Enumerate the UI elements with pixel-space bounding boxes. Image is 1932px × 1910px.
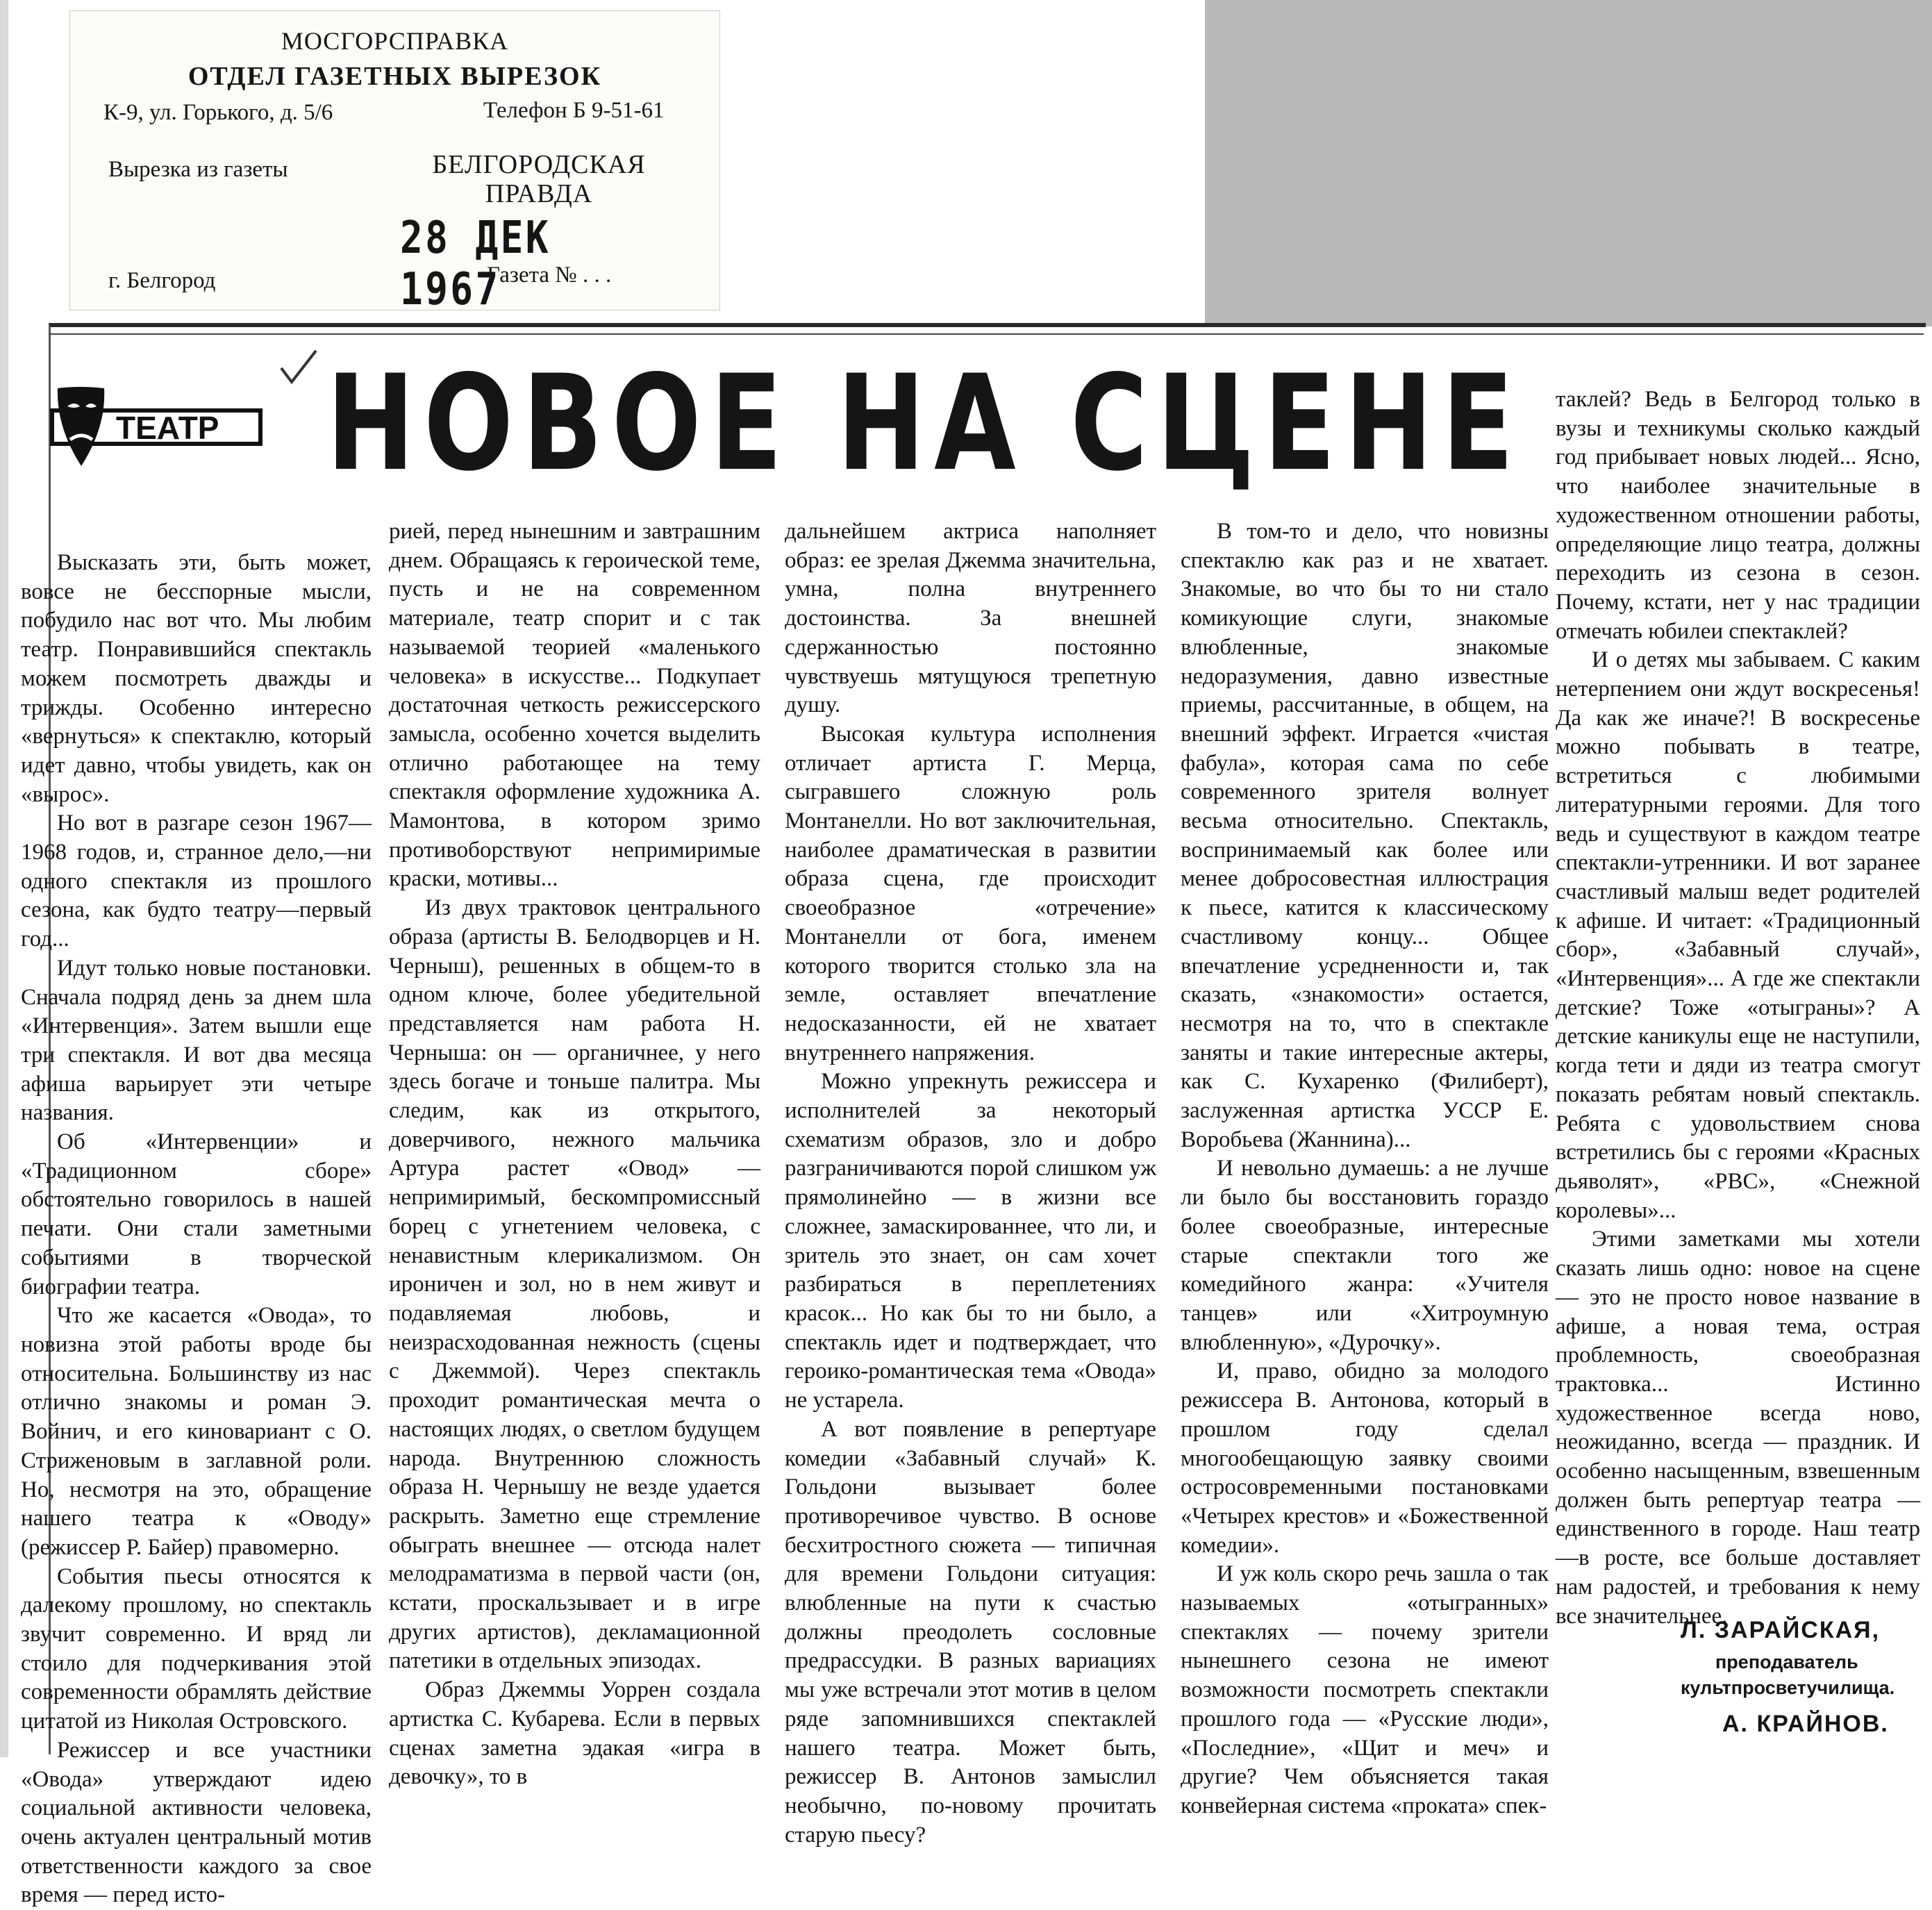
newspaper-name-line1: БЕЛГОРОДСКАЯ [432,150,646,179]
agency-address: К-9, ул. Горького, д. 5/6 [103,100,333,125]
theatre-mask-icon [52,385,267,469]
article-paragraph: Высказать эти, быть может, вовсе не бесспорные мысли, побудило нас вот что. Мы любим театр. Понравившийся спектакль можем посмотреть дважды и трижды. Особенно интересно «вернуться» к спектаклю, который идет давно, чтобы увидеть, как он «вырос». [21,550,372,807]
article-column-3 [785,517,1156,1847]
article-paragraph: И, право, обидно за молодого режиссера В. Антонова, который в прошлом году сделал многообещающую заявку своими остросовременными постановками «Четырех крестов» и «Божественной комедии». [1181,1359,1549,1558]
article-paragraph: Образ Джеммы Уоррен создала артистка С. Кубарева. Если в первых сценах заметна эдакая «игра в девочку», то в [389,1677,760,1790]
article-paragraph: Этими заметками мы хотели сказать лишь одно: новое на сцене — это не просто новое название в афише, а новая тема, острая проблемность, своеобразная трактовка... Истинно художественное всегда ново, неожиданно, всегда — праздник. И особенно насыщенным, взвешенным должен быть репертуар театра — единственного в городе. Наш театр—в росте, все больше доставляет нам радостей, и требования к нему все значительнее. [1556,1227,1920,1629]
author-1-name: Л. ЗАРАЙСКАЯ, [1681,1617,1881,1643]
article-paragraph: События пьесы относятся к далекому прошлому, но спектакль звучит современно. И вряд ли стоило для подчеркивания этой современности обрамлять действие цитатой из Николая Островского. [21,1563,372,1734]
article-paragraph: Об «Интервенции» и «Традиционном сборе» обстоятельно говорилось в нашей печати. Они стали заметными событиями в творческой биографии театра. [21,1129,372,1299]
article-paragraph: И о детях мы забываем. С каким нетерпением они ждут воскресенья! Да как же иначе?! В воскресенье можно побывать в театре, встретиться с любимыми литературными героями. Для того ведь и существуют в каждом театре спектакли-утренники. И вот заранее счастливый малыш ведет родителей к афише. И читает: «Традиционный сбор», «Забавный случай», «Интервенция»... А где же спектакли детские? Тоже «отыграны»? А детские каникулы еще не наступили, когда тети и дяди из театра смогут показать ребятам новый спектакль. Ребята с удовольствием снова встретились бы с героями «Красных дьяволят», «РВС», «Снежной королевы»... [1556,647,1920,1223]
scanner-background [1205,0,1932,326]
newspaper-name-line2: ПРАВДА [485,179,593,208]
article-paragraph: Но вот в разгаре сезон 1967—1968 годов, и, странное дело,—ни одного спектакля из прошлого сезона, как будто театру—первый год... [21,811,372,952]
author-1-title: преподаватель [1715,1652,1858,1672]
cut-from-label: Вырезка из газеты [108,157,288,182]
newspaper-name [417,150,660,208]
agency-name: МОСГОРСПРАВКА [281,27,509,55]
article-paragraph: Идут только новые постановки. Сначала подряд день за днем шла «Интервенция». Затем вышли еще три спектакля. И вот два месяца афиша варьирует эти четыре названия. [21,955,372,1126]
author-1-institution: культпросветучилища. [1681,1677,1895,1698]
article-paragraph: таклей? Ведь в Белгород только в вузы и техникумы сколько каждый год прибывает новых людей... Ясно, что наиболее значительные в художественном отношении работы, определяющие лицо театра, должны переходить из сезона в сезон. Почему, кстати, нет у нас традиции отмечать юбилеи спектаклей? [1556,387,1920,644]
article-paragraph: рией, перед нынешним и завтрашним днем. Обращаясь к героической теме, пусть и не на современном материале, театр спорит и с так называемой теорией «маленького человека» в искусстве... Подкупает достаточная четкость режиссерского замысла, особенно хочется выделить отлично работающее на тему спектакля оформление художника А. Мамонтова, в котором зримо противоборствуют непримиримые краски, мотивы... [389,519,760,892]
author-2-name: А. КРАЙНОВ. [1722,1711,1889,1737]
department-name: ОТДЕЛ ГАЗЕТНЫХ ВЫРЕЗОК [188,62,602,91]
article-paragraph: И невольно думаешь: а не лучше ли было бы восстановить гораздо более своеобразные, интересные старые спектакли того же комедийного жанра: «Учителя танцев» или «Хитроумную влюбленную», «Дурочку». [1181,1156,1549,1355]
date-stamp: 28 ДЕК 1967 [400,213,551,315]
article-paragraph: В том-то и дело, что новизны спектаклю как раз и не хватает. Знакомые, во что бы то ни стало комикующие слуги, знакомые влюбленные, знакомые недоразумения, давно известные приемы, рассчитанные, в общем, на внешний эффект. Играется «чистая фабула», которая сама по себе современного зрителя волнует весьма относительно. Спектакль, воспринимаемый как более или менее добросовестная иллюстрация к пьесе, катится к классическому счастливому концу... Общее впечатление усредненности и, так сказать, «знакомости» остается, несмотря на то, что в спектакле заняты и такие интересные актеры, как С. Кухаренко (Филиберт), заслуженная артистка УССР Е. Воробьева (Жаннина)... [1181,519,1549,1152]
article-paragraph: И уж коль скоро речь зашла о так называемых «отыгранных» спектаклях — почему зрители нынешнего сезона не имеют возможности посмотреть спектакли прошлого года — «Русские люди», «Последние», «Щит и меч» и другие? Чем объясняется такая конвейерная система «проката» спек- [1181,1561,1549,1818]
article-paragraph: А вот появление в репертуаре комедии «Забавный случай» К. Гольдони вызывает более противоречивое чувство. В основе бесхитростного сюжета — типичная для времени Гольдони ситуация: влюбленные на пути к счастью должны преодолеть сословные предрассудки. В разных вариациях мы уже встречали этот мотив в целом ряде запомнившихся спектаклей нашего театра. Может быть, режиссер В. Антонов замыслил необычно, по-новому прочитать старую пьесу? [785,1416,1156,1847]
issue-label: Газета № . . . [487,263,612,288]
agency-phone: Телефон Б 9-51-61 [483,98,665,123]
article-paragraph: Высокая культура исполнения отличает артиста Г. Мерца, сыгравшего сложную роль Монтанелли. Но вот заключительная, наиболее драматическая в развитии образа сцена, где происходит своеобразное «отречение» Монтанелли от бога, именем которого творится столько зла на земле, оставляет впечатление недосказанности, ей не хватает внутреннего напряжения. [785,721,1156,1065]
article-frame-rule [49,333,1924,335]
article-column-2 [389,517,760,1790]
article-paragraph: Что же касается «Овода», то новизна этой работы вроде бы относительна. Большинству из нас отлично знакомы и роман Э. Войнич, и его киновариант с О. Стриженовым в заглавной роли. Но, несмотря на это, обращение нашего театра к «Оводу» (режиссер Р. Байер) правомерно. [21,1303,372,1560]
headline: НОВОЕ НА СЦЕНЕ [326,347,1523,500]
city-label: г. Белгород [108,268,216,293]
article-paragraph: дальнейшем актриса наполняет образ: ее зрелая Джемма значительна, умна, полна внутреннего достоинства. За внешней сдержанностью постоянно чувствуешь мятущуюся трепетную душу. [785,519,1156,718]
article-paragraph: Можно упрекнуть режиссера и исполнителей за некоторый схематизм образов, зло и добро разграничиваются порой слишком уж прямолинейно — в жизни все сложнее, замаскированнее, что ли, и зритель это знает, он сам хочет разбираться в переплетениях красок... Но как бы то ни было, а спектакль идет и подтверждает, что героико-романтическая тема «Овода» не устарела. [785,1069,1156,1413]
rubric-label: ТЕАТР [116,410,219,446]
article-column-5 [1556,385,1920,1629]
scan-edge [0,0,8,1757]
article-column-4 [1181,517,1549,1818]
article-paragraph: Из двух трактовок центрального образа (артисты В. Белодворцев и Н. Черныш), решенных в общем-то в одном ключе, более убедительной представляется нам работа Н. Черныша: он — органичнее, у него здесь богаче и тоньше палитра. Мы следим, как из открытого, доверчивого, нежного мальчика Артура растет «Овод» — непримиримый, бескомпромиссный борец с угнетением человека, с ненавистным клерикализмом. Он ироничен и зол, но в нем живут и подавляемая любовь, и неизрасходованная нежность (сцены с Джеммой). Через спектакль проходит романтическая мечта о настоящих людях, о светлом будущем народа. Внутреннюю сложность образа Н. Чернышу не везде удается раскрыть. Заметно еще стремление обыграть внешнее — отсюда налет мелодраматизма в первой части (он, кстати, проскальзывает и в игре других артистов), декламационной патетики в отдельных эпизодах. [389,895,760,1674]
clipping-label [69,10,720,315]
article-paragraph: Режиссер и все участники «Овода» утверждают идею социальной активности человека, очень актуален центральный мотив ответственности каждого за свое время — перед исто- [21,1737,372,1908]
checkmark-icon [278,347,319,389]
article-column-1 [21,549,372,1908]
